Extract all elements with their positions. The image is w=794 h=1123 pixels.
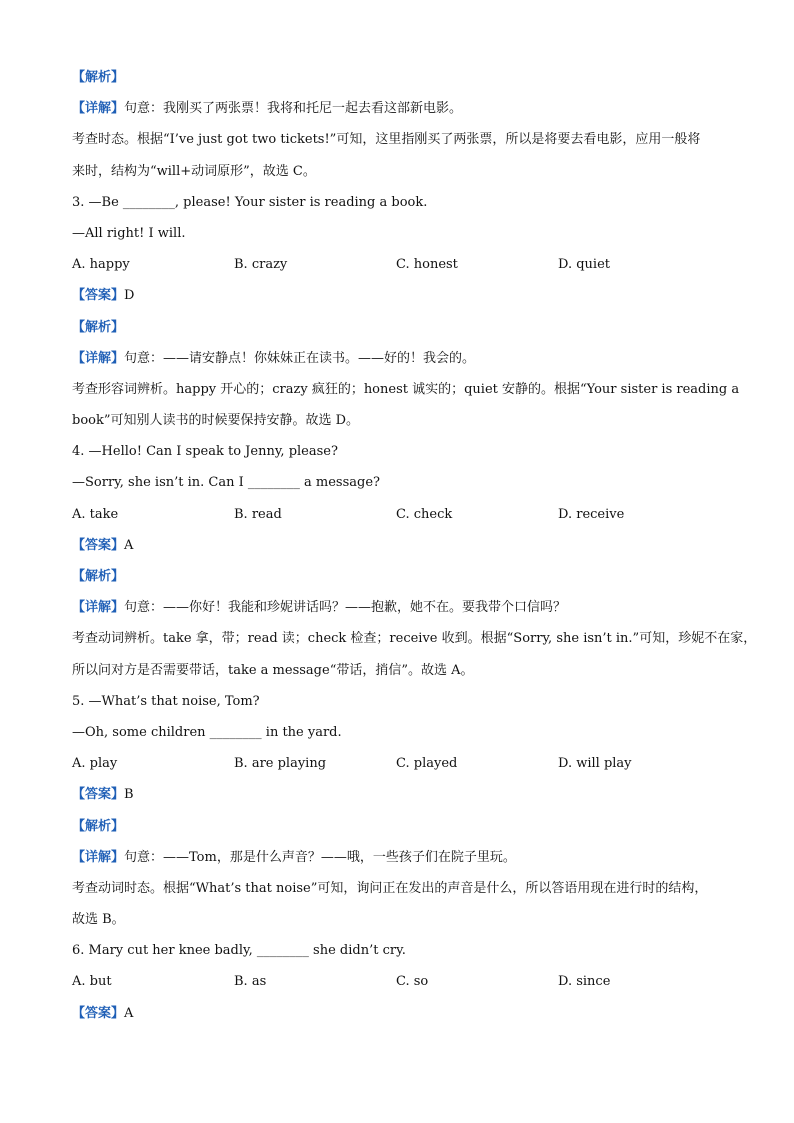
answer-option: B. read	[234, 506, 282, 522]
text-line: book”可知别人读书的时候要保持安静。故选 D。	[72, 413, 360, 429]
line-text: 句意：我刚买了两张票！我将和托尼一起去看这部新电影。	[124, 101, 463, 117]
section-tag: 【解析】	[72, 70, 125, 85]
answer-option: D. receive	[558, 506, 625, 522]
answer-option: B. crazy	[234, 257, 288, 273]
line-text: A	[124, 537, 134, 553]
answer-option: C. honest	[396, 257, 458, 273]
answer-options	[72, 499, 732, 530]
answer-option: B. as	[234, 974, 267, 990]
answer-option: D. since	[558, 974, 611, 990]
line-text: 句意：——Tom，那是什么声音？——哦，一些孩子们在院子里玩。	[124, 849, 516, 865]
section-tag: 【详解】	[72, 600, 125, 616]
line-text: B	[124, 787, 134, 803]
text-line: 考查时态。根据“I’ve just got two tickets!”可知，这里指刚买了两张票，所以是将要去看电影，应用一般将	[72, 132, 701, 148]
document-page	[72, 62, 757, 1029]
text-line: 5. —What’s that noise, Tom?	[72, 693, 260, 709]
section-line	[72, 280, 732, 311]
section-line	[72, 343, 732, 374]
text-line: —All right! I will.	[72, 225, 186, 241]
section-line	[72, 530, 732, 561]
answer-options	[72, 748, 732, 779]
section-line	[72, 312, 732, 343]
text-line: 考查动词辨析。take 拿，带；read 读；check 检查；receive 收到。根据“Sorry, she isn’t in.”可知，珍妮不在家，	[72, 631, 757, 647]
line-text: 句意：——请安静点！你妹妹正在读书。——好的！我会的。	[124, 350, 476, 366]
answer-option: A. take	[72, 506, 119, 522]
answer-option: A. but	[72, 974, 112, 990]
text-line: 4. —Hello! Can I speak to Jenny, please?	[72, 444, 338, 460]
line-text: A	[124, 1005, 134, 1021]
section-tag: 【解析】	[72, 569, 125, 584]
section-tag: 【解析】	[72, 818, 125, 834]
answer-option: C. played	[396, 756, 458, 772]
section-tag: 【答案】	[72, 288, 125, 304]
line-text: D	[124, 288, 135, 304]
answer-option: D. will play	[558, 756, 632, 772]
section-tag: 【详解】	[72, 350, 125, 366]
section-tag: 【详解】	[72, 101, 125, 117]
answer-options	[72, 249, 732, 280]
section-tag: 【答案】	[72, 787, 125, 803]
section-tag: 【详解】	[72, 849, 125, 865]
section-line	[72, 62, 732, 93]
answer-option: C. check	[396, 506, 453, 522]
answer-option: B. are playing	[234, 756, 327, 772]
answer-options	[72, 966, 732, 997]
text-line: 考查动词时态。根据“What’s that noise”可知，询问正在发出的声音是什么，所以答语用现在进行时的结构，	[72, 880, 708, 896]
answer-option: D. quiet	[558, 257, 610, 273]
section-line	[72, 842, 732, 873]
text-line: —Sorry, she isn’t in. Can I ________ a message?	[72, 475, 380, 491]
section-line	[72, 779, 732, 810]
answer-option: C. so	[396, 974, 429, 990]
text-line: 所以问对方是否需要带话，take a message“带话，捎信”。故选 A。	[72, 662, 474, 678]
text-line: 考查形容词辨析。happy 开心的；crazy 疯狂的；honest 诚实的；quiet 安静的。根据“Your sister is reading a	[72, 381, 740, 397]
text-line: —Oh, some children ________ in the yard.	[72, 724, 342, 740]
section-tag: 【答案】	[72, 1005, 125, 1021]
section-line	[72, 592, 732, 623]
section-tag: 【答案】	[72, 537, 125, 553]
section-line	[72, 998, 732, 1029]
text-line: 来时，结构为“will+动词原形”，故选 C。	[72, 163, 316, 179]
section-line	[72, 811, 732, 842]
section-line	[72, 561, 732, 592]
text-line: 故选 B。	[72, 912, 125, 928]
text-line: 3. —Be ________, please! Your sister is reading a book.	[72, 194, 428, 210]
text-line: 6. Mary cut her knee badly, ________ she didn’t cry.	[72, 943, 406, 959]
answer-option: A. happy	[72, 257, 130, 273]
answer-option: A. play	[72, 756, 118, 772]
line-text: 句意：——你好！我能和珍妮讲话吗？——抱歉，她不在。要我带个口信吗？	[124, 600, 567, 616]
section-tag: 【解析】	[72, 319, 125, 335]
section-line	[72, 93, 732, 124]
